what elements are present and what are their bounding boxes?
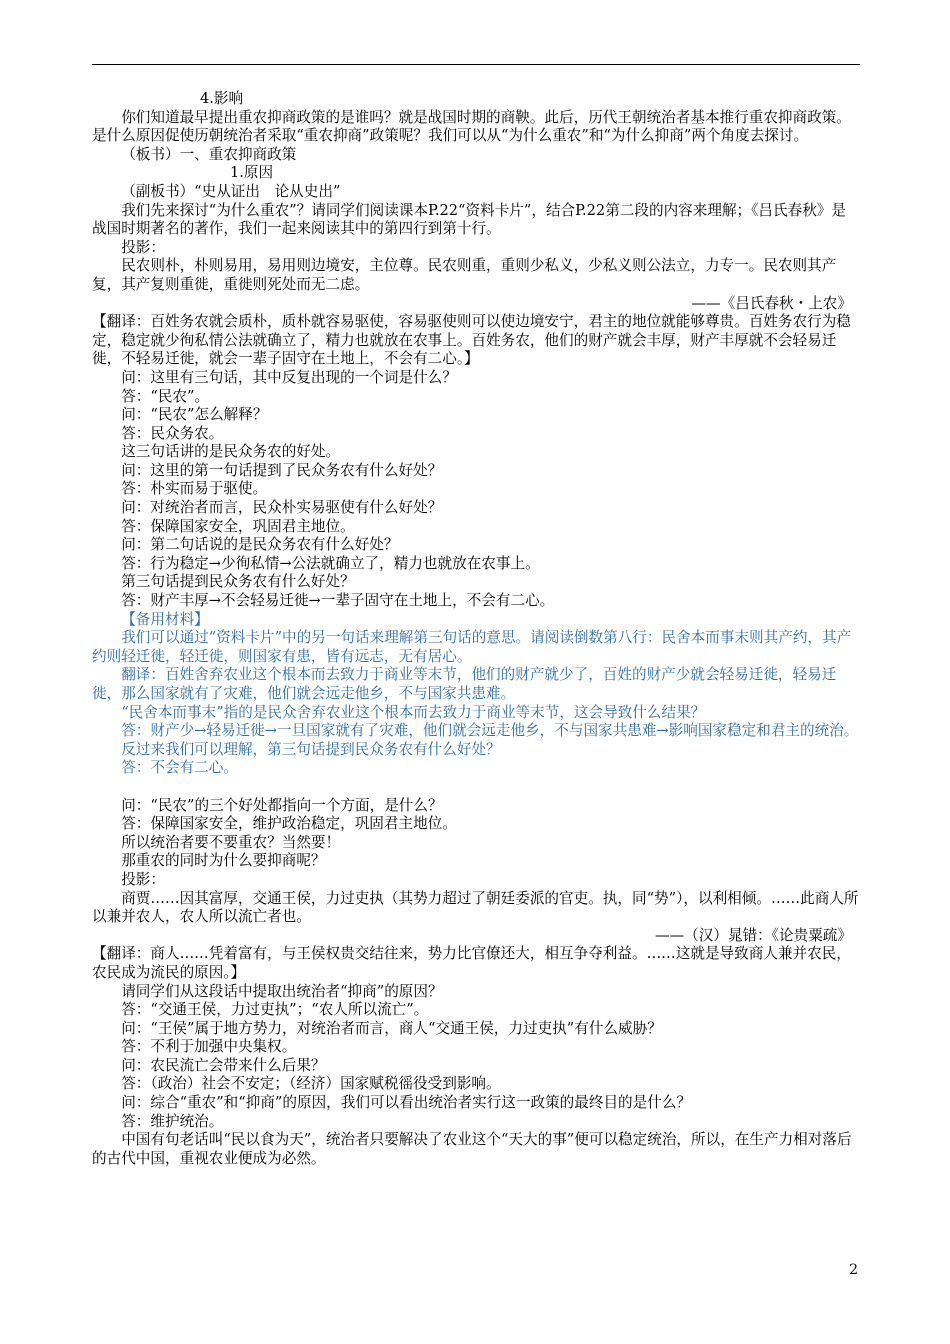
paragraph: 答：财产丰厚→不会轻易迁徙→一辈子固守在土地上，不会有二心。 [121,592,555,610]
paragraph: 那重农的同时为什么要抑商呢？ [121,852,326,870]
paragraph: 答：保障国家安全，维护政治稳定，巩固君主地位。 [121,815,457,833]
paragraph: 投影： [121,870,165,888]
paragraph: 民农则朴，朴则易用，易用则边境安，主位尊。民农则重，重则少私义，少私义则公法立，力专一。民农则其产复，其产复则重徙，重徙则死处而无二虑。 [92,257,837,293]
paragraph: ——《吕氏春秋・上农》 [691,294,852,312]
paragraph: 所以统治者要不要重农？当然要！ [121,833,341,851]
paragraph: 答：不会有二心。 [121,759,238,777]
paragraph: 问：第二句话说的是民众务农有什么好处？ [121,536,399,554]
paragraph: 答：保障国家安全，巩固君主地位。 [121,517,355,535]
paragraph: “民舍本而事末”指的是民众舍弃农业这个根本而去致力于商业等末节，这会导致什么结果？ [121,703,706,721]
paragraph: 问：“民农”的三个好处都指向一个方面，是什么？ [121,796,443,814]
paragraph: 1.原因 [230,164,274,182]
paragraph: 4.影响 [200,90,244,107]
paragraph: 投影： [121,238,165,256]
paragraph: 【翻译：商人……凭着富有，与王侯权贵交结往来，势力比官僚还大，相互争夺利益。……这就是导致商人兼并农民，农民成为流民的原因。】 [92,945,851,981]
paragraph: 我们可以通过“资料卡片”中的另一句话来理解第三句话的意思。请阅读倒数第八行：民舍本而事末则其产约，其产约则轻迁徙，轻迁徙，则国家有患，皆有远志，无有居心。 [92,629,852,665]
paragraph: （板书）一、重农抑商政策 [121,145,297,163]
paragraph: 问：综合“重农”和“抑商”的原因，我们可以看出统治者实行这一政策的最终目的是什么？ [121,1094,692,1112]
paragraph: 这三句话讲的是民众务农的好处。 [121,443,341,461]
paragraph: 中国有句老话叫“民以食为天”，统治者只要解决了农业这个“天大的事”便可以稳定统治，所以，在生产力相对落后的古代中国，重视农业便成为必然。 [92,1131,852,1167]
paragraph: 商贾……因其富厚，交通王侯，力过吏执（其势力超过了朝廷委派的官吏。执，同“势”），以利相倾。……此商人所以兼并农人，农人所以流亡者也。 [92,889,859,926]
paragraph: 答：行为稳定→少徇私情→公法就确立了，精力也就放在农事上。 [121,554,540,572]
header-rule [92,64,860,65]
paragraph: 我们先来探讨“为什么重农”？请同学们阅读课本P.22“资料卡片”，结合P.22第二段的内容来理解；《吕氏春秋》是战国时期著名的著作，我们一起来阅读其中的第四行到第十行。 [92,201,846,238]
paragraph: 反过来我们可以理解，第三句话提到民众务农有什么好处？ [121,740,501,758]
page-number: 2 [849,1262,858,1278]
paragraph: 答：朴实而易于驱使。 [121,480,268,498]
paragraph [92,778,860,797]
paragraph: 答：民众务农。 [121,424,224,442]
paragraph: 请同学们从这段话中提取出统治者“抑商”的原因？ [121,982,443,1000]
paragraph: ——（汉）晁错：《论贵粟疏》 [654,926,852,944]
paragraph: 问：“王侯”属于地方势力，对统治者而言，商人“交通王侯，力过吏执”有什么威胁？ [121,1019,662,1037]
paragraph: 问：这里的第一句话提到了民众务农有什么好处？ [121,461,443,479]
document-body [92,90,860,1168]
paragraph: （副板书）“史从证出 论从史出” [121,182,341,200]
paragraph: 翻译：百姓舍弃农业这个根本而去致力于商业等末节，他们的财产就少了，百姓的财产少就会轻易迁徙，轻易迁徙，那么国家就有了灾难，他们就会远走他乡，不与国家共患难。 [92,666,837,702]
paragraph: 第三句话提到民众务农有什么好处？ [121,573,355,591]
paragraph: 你们知道最早提出重农抑商政策的是谁吗？就是战国时期的商鞅。此后，历代王朝统治者基本推行重农抑商政策。是什么原因促使历朝统治者采取“重农抑商”政策呢？我们可以从“为什么重农”和“为什么抑商”两个角度去探讨。 [92,108,851,145]
paragraph: 问：这里有三句话，其中反复出现的一个词是什么？ [121,368,457,386]
paragraph: 问：“民农”怎么解释？ [121,406,268,424]
paragraph: 【备用材料】 [121,610,209,628]
paragraph: 问：农民流亡会带来什么后果？ [121,1056,326,1074]
paragraph: 答：“交通王侯，力过吏执”；“农人所以流亡”。 [121,1001,429,1019]
paragraph: 答：维护统治。 [121,1112,224,1130]
paragraph: 答：“民农”。 [121,387,210,405]
paragraph: 答：不利于加强中央集权。 [121,1038,297,1056]
paragraph: 答：财产少→轻易迁徙→一旦国家就有了灾难，他们就会远走他乡，不与国家共患难→影响国家稳定和君主的统治。 [121,722,859,740]
paragraph: 问：对统治者而言，民众朴实易驱使有什么好处？ [121,499,443,517]
paragraph: 【翻译：百姓务农就会质朴，质朴就容易驱使，容易驱使则可以使边境安宁，君主的地位就能够尊贵。百姓务农行为稳定，稳定就少徇私情公法就确立了，精力也就放在农事上。百姓务农，他们的财产就会丰厚，财产丰厚就不会轻易迁徙，不轻易迁徙，就会一辈子固守在土地上，不会有二心。】 [92,313,851,368]
paragraph: 答：（政治）社会不安定；（经济）国家赋税徭役受到影响。 [121,1075,501,1093]
